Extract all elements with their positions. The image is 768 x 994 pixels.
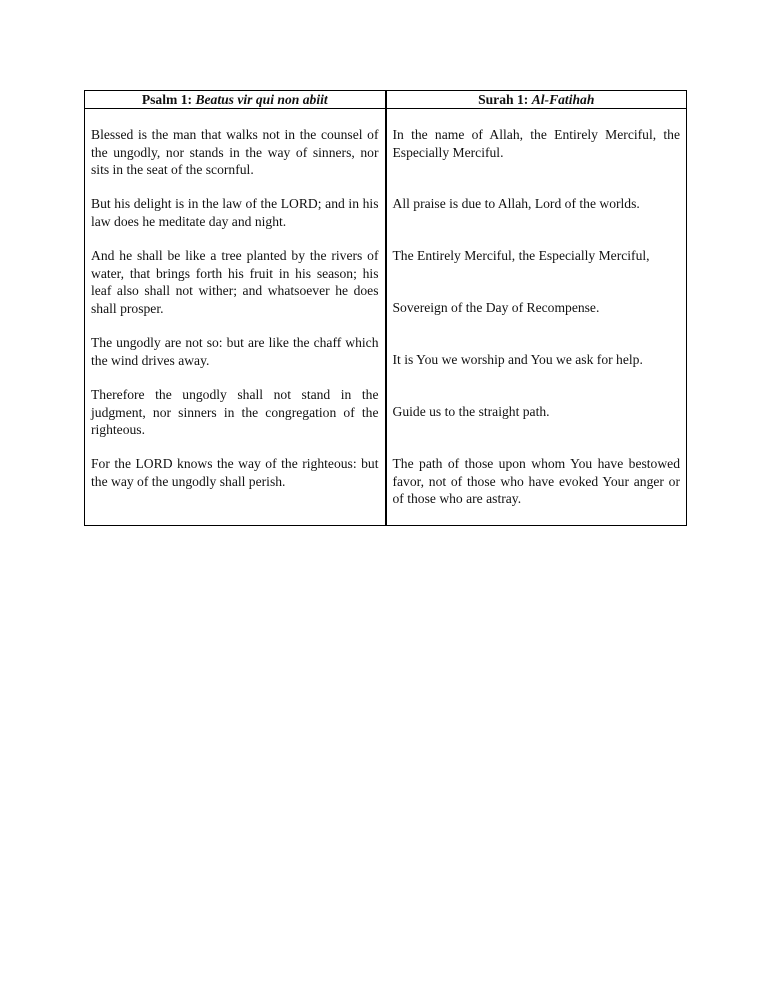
psalm-header-prefix: Psalm 1: <box>141 92 196 107</box>
table-header-row <box>85 91 687 109</box>
surah-verse-3: The Entirely Merciful, the Especially Merciful, <box>392 248 650 264</box>
psalm-verse-1: Blessed is the man that walks not in the counsel of the ungodly, nor stands in the way of sinners, nor sits in the seat of the scornful. <box>91 127 379 178</box>
psalm-verse-6: For the LORD knows the way of the righteous: but the way of the ungodly shall perish. <box>91 456 379 489</box>
psalm-verse-4: The ungodly are not so: but are like the chaff which the wind drives away. <box>91 335 379 368</box>
surah-header-prefix: Surah 1: <box>478 92 532 107</box>
surah-header <box>386 91 687 109</box>
surah-verse-1: In the name of Allah, the Entirely Merciful, the Especially Merciful. <box>392 127 680 160</box>
table-body-row <box>85 109 687 526</box>
surah-verse-4: Sovereign of the Day of Recompense. <box>392 300 600 316</box>
psalm-verse-2: But his delight is in the law of the LORD; and in his law does he meditate day and night. <box>91 196 379 229</box>
comparison-table <box>84 90 687 526</box>
psalm-header <box>85 91 386 109</box>
surah-header-title: Al-Fatihah <box>531 92 595 107</box>
psalm-column <box>85 109 386 526</box>
surah-verse-5: It is You we worship and You we ask for help. <box>392 352 643 368</box>
surah-verse-7: The path of those upon whom You have bestowed favor, not of those who have evoked Your anger or of those who are astray. <box>392 456 680 507</box>
surah-verse-6: Guide us to the straight path. <box>392 404 550 420</box>
surah-column <box>386 109 687 526</box>
surah-verse-2: All praise is due to Allah, Lord of the worlds. <box>392 196 640 212</box>
psalm-verse-5: Therefore the ungodly shall not stand in the judgment, nor sinners in the congregation of the righteous. <box>91 387 379 438</box>
psalm-header-title: Beatus vir qui non abiit <box>195 92 328 107</box>
psalm-verse-3: And he shall be like a tree planted by the rivers of water, that brings forth his fruit in his season; his leaf also shall not wither; and whatsoever he does shall prosper. <box>91 248 379 316</box>
